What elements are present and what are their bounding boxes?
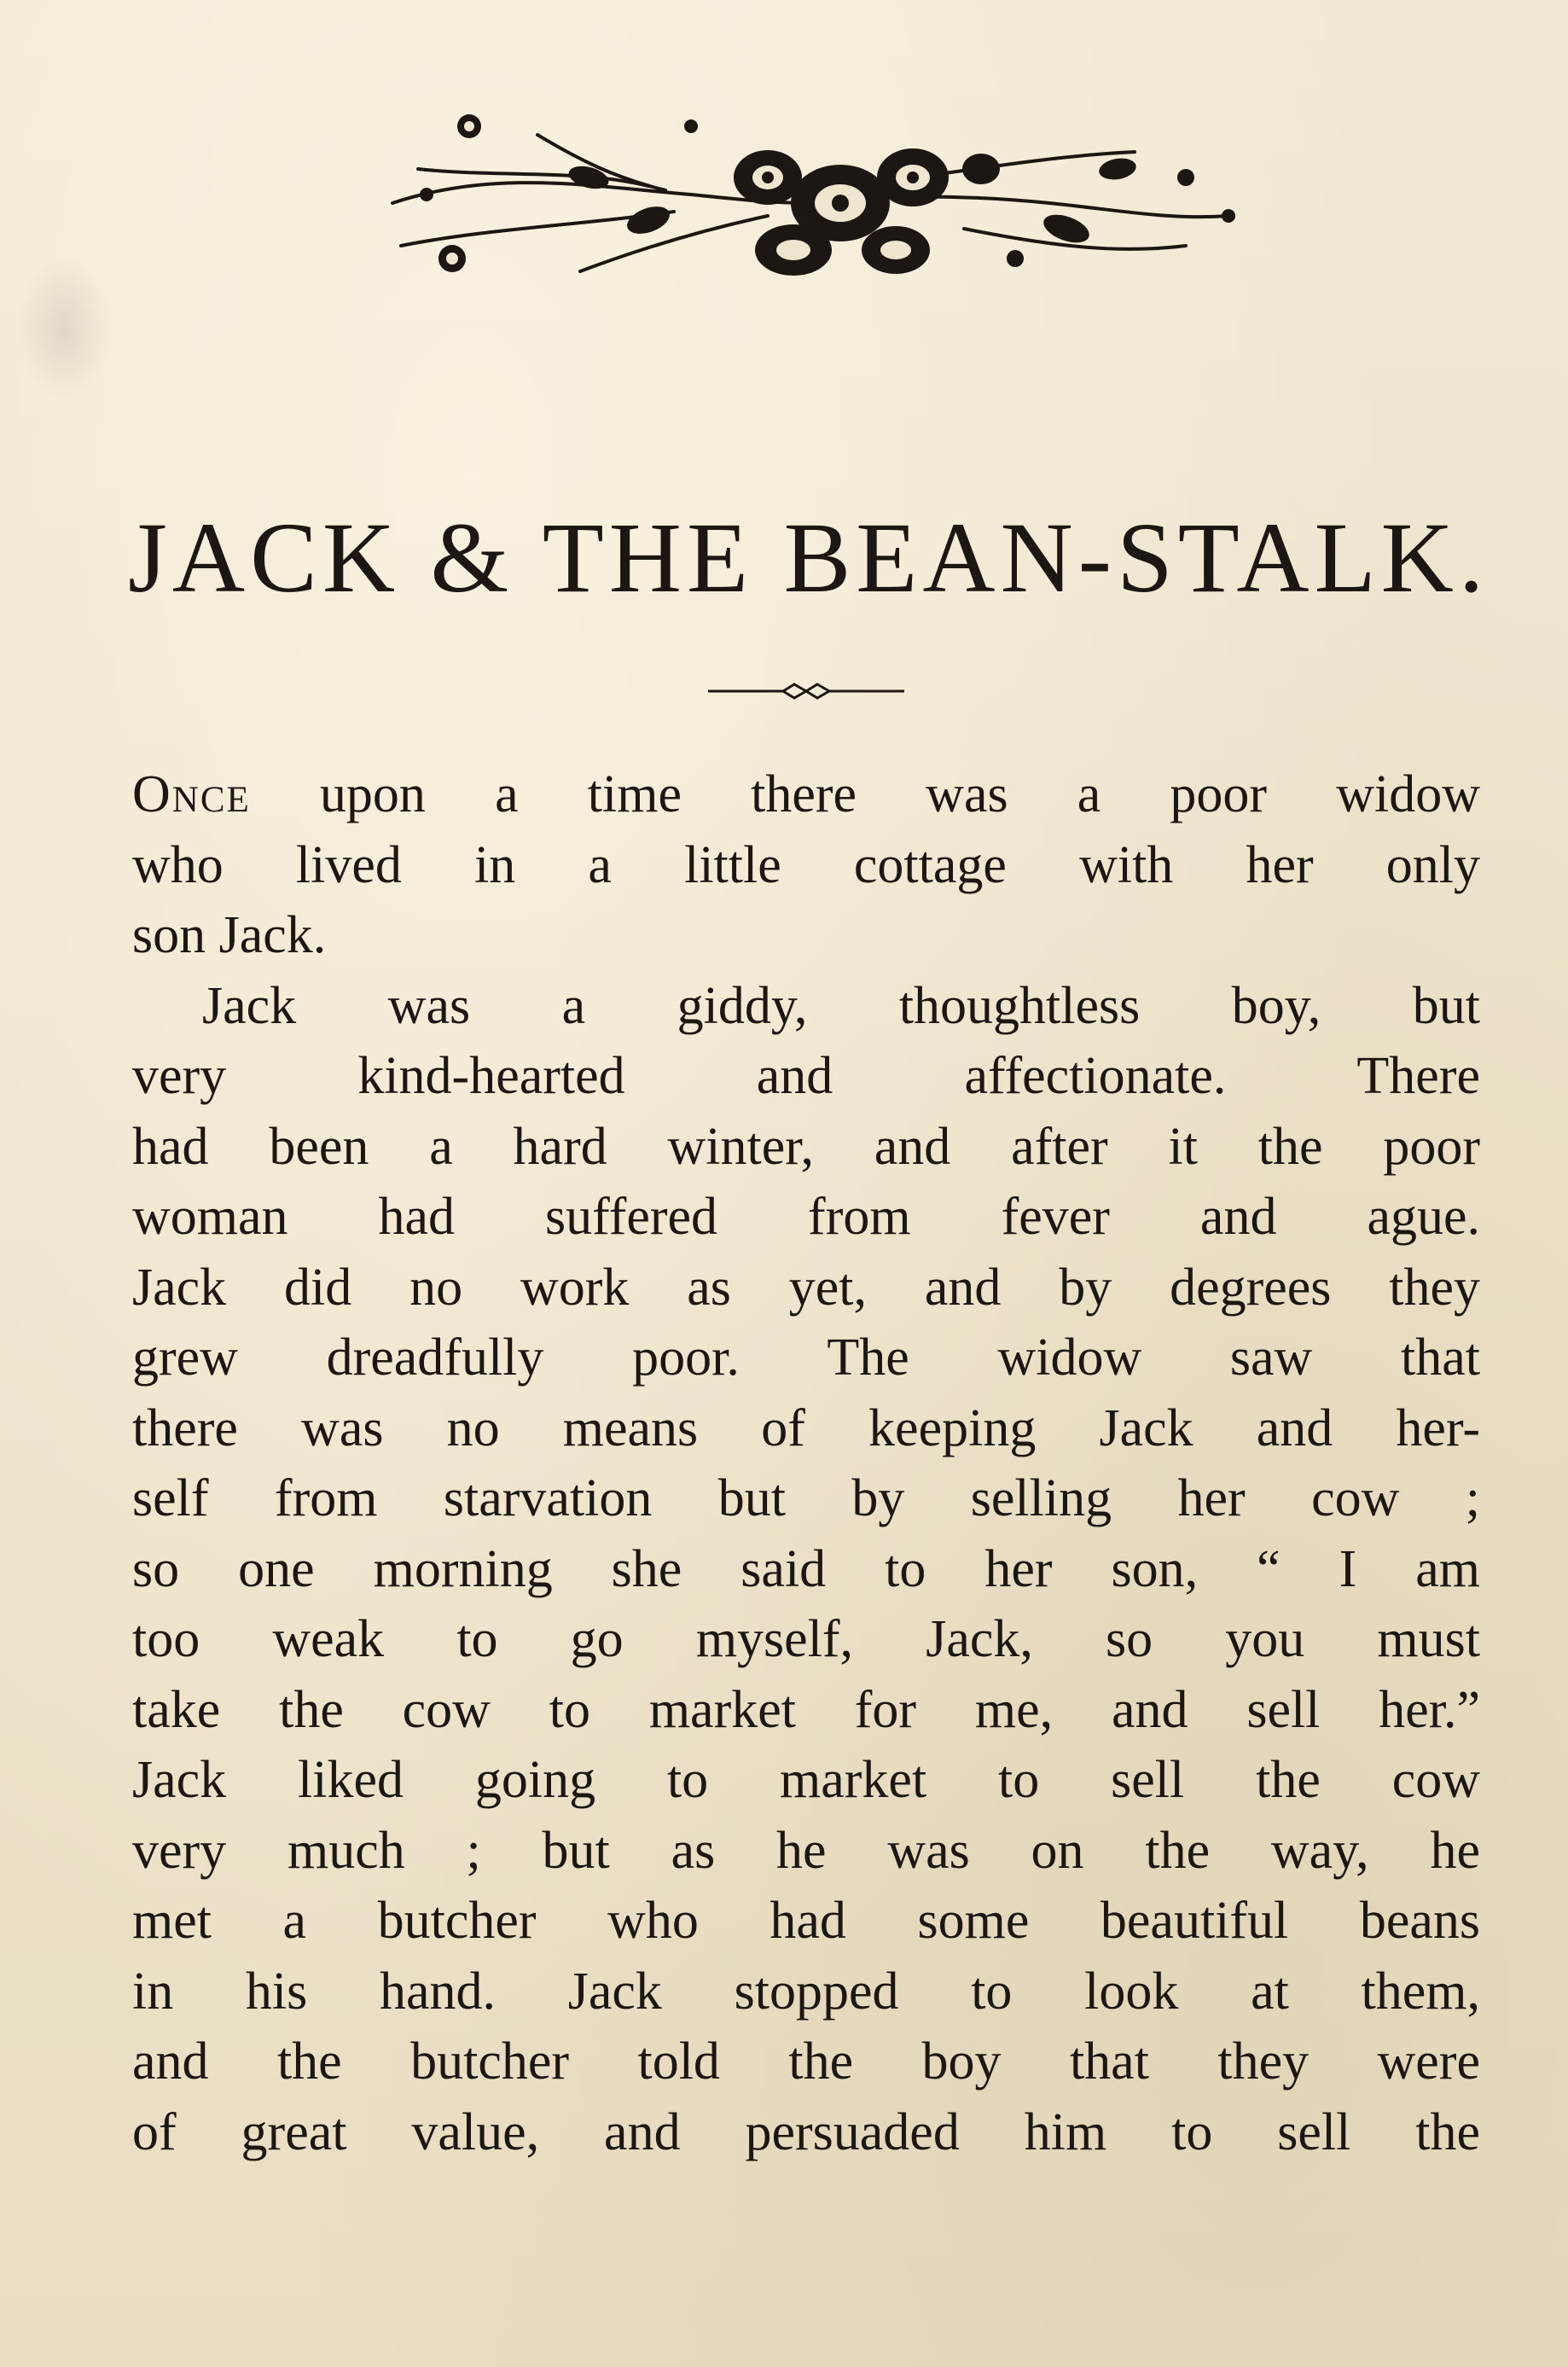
text-line: very much ; but as he was on the way, he (132, 1821, 1480, 1880)
text-line: in his hand. Jack stopped to look at them, (132, 1962, 1480, 2021)
text-line: self from starvation but by selling her cow ; (132, 1469, 1480, 1527)
text-line: take the cow to market for me, and sell her.” (132, 1680, 1480, 1739)
text-line: grew dreadfully poor. The widow saw that (132, 1329, 1480, 1387)
paper-stain (17, 256, 111, 401)
page-title: JACK & THE BEAN-STALK. (128, 502, 1490, 614)
text-line: who lived in a little cottage with her only (132, 835, 1480, 894)
text-line: and the butcher told the boy that they were (132, 2033, 1480, 2091)
drop-word: Once (132, 765, 251, 823)
floral-header-ornament (367, 75, 1254, 305)
text-line: too weak to go myself, Jack, so you must (132, 1610, 1480, 1668)
text-line: Once upon a time there was a poor widow (132, 765, 1480, 823)
text-line: had been a hard winter, and after it the poor (132, 1117, 1480, 1176)
text-line: of great value, and persuaded him to sell the (132, 2102, 1480, 2161)
text-line: met a butcher who had some beautiful beans (132, 1892, 1480, 1950)
text-line: woman had suffered from fever and ague. (132, 1188, 1480, 1246)
text-line: Jack was a giddy, thoughtless boy, but (202, 976, 1480, 1035)
text-line: so one morning she said to her son, “ I am (132, 1539, 1480, 1598)
story-text (132, 759, 1480, 2167)
text-line: very kind-hearted and affectionate. There (132, 1047, 1480, 1105)
title-rule-ornament (708, 679, 904, 703)
text-line: there was no means of keeping Jack and her- (132, 1399, 1480, 1457)
text-line: son Jack. (132, 906, 327, 964)
text-line: Jack liked going to market to sell the cow (132, 1751, 1480, 1809)
text-line: Jack did no work as yet, and by degrees they (132, 1258, 1480, 1317)
